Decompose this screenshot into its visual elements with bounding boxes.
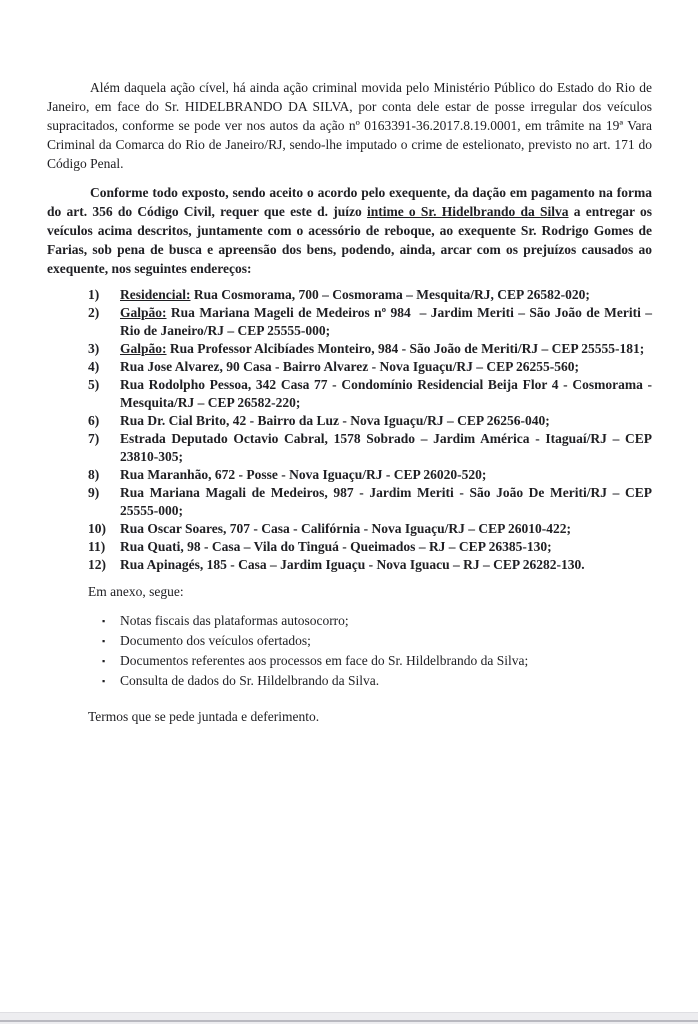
square-bullet-icon: ▪ — [102, 676, 106, 686]
address-value: Rua Maranhão, 672 - Posse - Nova Iguaçu/RJ - CEP 26020-520; — [120, 467, 487, 482]
address-label: Galpão: — [120, 305, 167, 320]
address-item-1 — [47, 286, 652, 304]
address-text — [120, 340, 652, 358]
address-item-5 — [47, 376, 652, 412]
address-text — [120, 430, 652, 466]
address-text — [120, 358, 652, 376]
annex-item-2 — [47, 631, 652, 651]
paragraph-criminal-action: Além daquela ação cível, há ainda ação criminal movida pelo Ministério Público do Estado do Rio de Janeiro, em face do Sr. HIDELBRANDO DA SILVA, por conta dele estar de posse irregular dos veículos supracitados, conforme se pode ver nos autos da ação nº 0163391-36.2017.8.19.0001, em trâmite na 19ª Vara Criminal da Comarca do Rio de Janeiro/RJ, sendo-lhe imputado o crime de estelionato, previsto no art. 171 do Código Penal. — [47, 80, 652, 171]
address-value: Rua Quati, 98 - Casa – Vila do Tinguá - Queimados – RJ – CEP 26385-130; — [120, 539, 552, 554]
address-value: Rua Oscar Soares, 707 - Casa - Califórnia - Nova Iguaçu/RJ – CEP 26010-422; — [120, 521, 571, 536]
address-item-3 — [47, 340, 652, 358]
address-item-11 — [47, 538, 652, 556]
address-number: 10) — [88, 521, 106, 536]
address-label: Residencial: — [120, 287, 191, 302]
bottom-toolbar — [0, 1012, 698, 1024]
square-bullet-icon: ▪ — [102, 616, 106, 626]
address-value: Rua Apinagés, 185 - Casa – Jardim Iguaçu - Nova Iguacu – RJ – CEP 26282-130. — [120, 557, 585, 572]
address-value: Rua Professor Alcibíades Monteiro, 984 - São João de Meriti/RJ – CEP 25555-181; — [166, 341, 645, 356]
annex-item-3 — [47, 651, 652, 671]
address-value: Rua Cosmorama, 700 – Cosmorama – Mesquita/RJ, CEP 26582-020; — [190, 287, 590, 302]
annex-item-text: Notas fiscais das plataformas autosocorro; — [120, 613, 349, 628]
address-text — [120, 376, 652, 412]
address-text — [120, 538, 652, 556]
address-item-12 — [47, 556, 652, 574]
paragraph-request-text-after: a entregar os veículos acima descritos, juntamente com o acessório de reboque, ao exequente Sr. Rodrigo Gomes de Farias, sob pena de busca e apreensão dos bens, podendo, ainda, arcar com os prejuízos causados ao exequente, nos seguintes endereços: — [47, 204, 652, 276]
address-number: 11) — [88, 539, 106, 554]
closing-statement: Termos que se pede juntada e deferimento. — [88, 709, 320, 724]
address-text — [120, 286, 652, 304]
annex-list — [47, 611, 652, 691]
address-number: 8) — [88, 467, 100, 482]
address-number: 2) — [88, 305, 100, 320]
paragraph-request-underlined-text: intime o Sr. Hidelbrando da Silva — [366, 204, 569, 219]
address-text — [120, 556, 652, 574]
address-number: 9) — [88, 485, 100, 500]
address-list — [47, 286, 652, 574]
address-value: Rua Jose Alvarez, 90 Casa - Bairro Alvarez - Nova Iguaçu/RJ – CEP 26255-560; — [120, 359, 579, 374]
address-number: 5) — [88, 377, 100, 392]
annex-item-text: Documentos referentes aos processos em face do Sr. Hildelbrando da Silva; — [120, 653, 529, 668]
address-value: Rua Mariana Magali de Medeiros, 987 - Jardim Meriti - São João De Meriti/RJ – CEP 25555-000; — [120, 485, 652, 518]
annex-item-text: Consulta de dados do Sr. Hildelbrando da Silva. — [120, 673, 380, 688]
annex-item-text: Documento dos veículos ofertados; — [120, 633, 311, 648]
address-number: 7) — [88, 431, 100, 446]
address-value: Estrada Deputado Octavio Cabral, 1578 Sobrado – Jardim América - Itaguaí/RJ – CEP 23810-305; — [120, 431, 652, 464]
address-number: 3) — [88, 341, 100, 356]
address-text — [120, 520, 652, 538]
annex-item-4 — [47, 671, 652, 691]
address-value: Rua Dr. Cial Brito, 42 - Bairro da Luz - Nova Iguaçu/RJ – CEP 26256-040; — [120, 413, 550, 428]
address-item-9 — [47, 484, 652, 520]
address-item-4 — [47, 358, 652, 376]
address-text — [120, 412, 652, 430]
address-item-7 — [47, 430, 652, 466]
square-bullet-icon: ▪ — [102, 636, 106, 646]
address-text — [120, 466, 652, 484]
paragraph-request-text-before: Conforme todo exposto, sendo aceito o acordo pelo exequente, da dação em pagamento na forma do art. 356 do Código Civil, requer que este d. juízo — [47, 185, 652, 219]
address-text — [120, 304, 652, 340]
address-label: Galpão: — [120, 341, 167, 356]
address-item-10 — [47, 520, 652, 538]
annex-intro: Em anexo, segue: — [88, 584, 184, 599]
bottom-toolbar-divider — [0, 1020, 698, 1022]
address-item-6 — [47, 412, 652, 430]
address-number: 6) — [88, 413, 100, 428]
address-text — [120, 484, 652, 520]
address-value: Rua Mariana Mageli de Medeiros nº 984 – Jardim Meriti – São João de Meriti – Rio de Janeiro/RJ – CEP 25555-000; — [120, 305, 652, 338]
address-number: 12) — [88, 557, 106, 572]
annex-item-1 — [47, 611, 652, 631]
address-number: 4) — [88, 359, 100, 374]
address-value: Rua Rodolpho Pessoa, 342 Casa 77 - Condomínio Residencial Beija Flor 4 - Cosmorama - Mesquita/RJ – CEP 26582-220; — [120, 377, 652, 410]
address-item-8 — [47, 466, 652, 484]
address-number: 1) — [88, 287, 100, 302]
address-item-2 — [47, 304, 652, 340]
paragraph-request — [47, 183, 652, 278]
square-bullet-icon: ▪ — [102, 656, 106, 666]
